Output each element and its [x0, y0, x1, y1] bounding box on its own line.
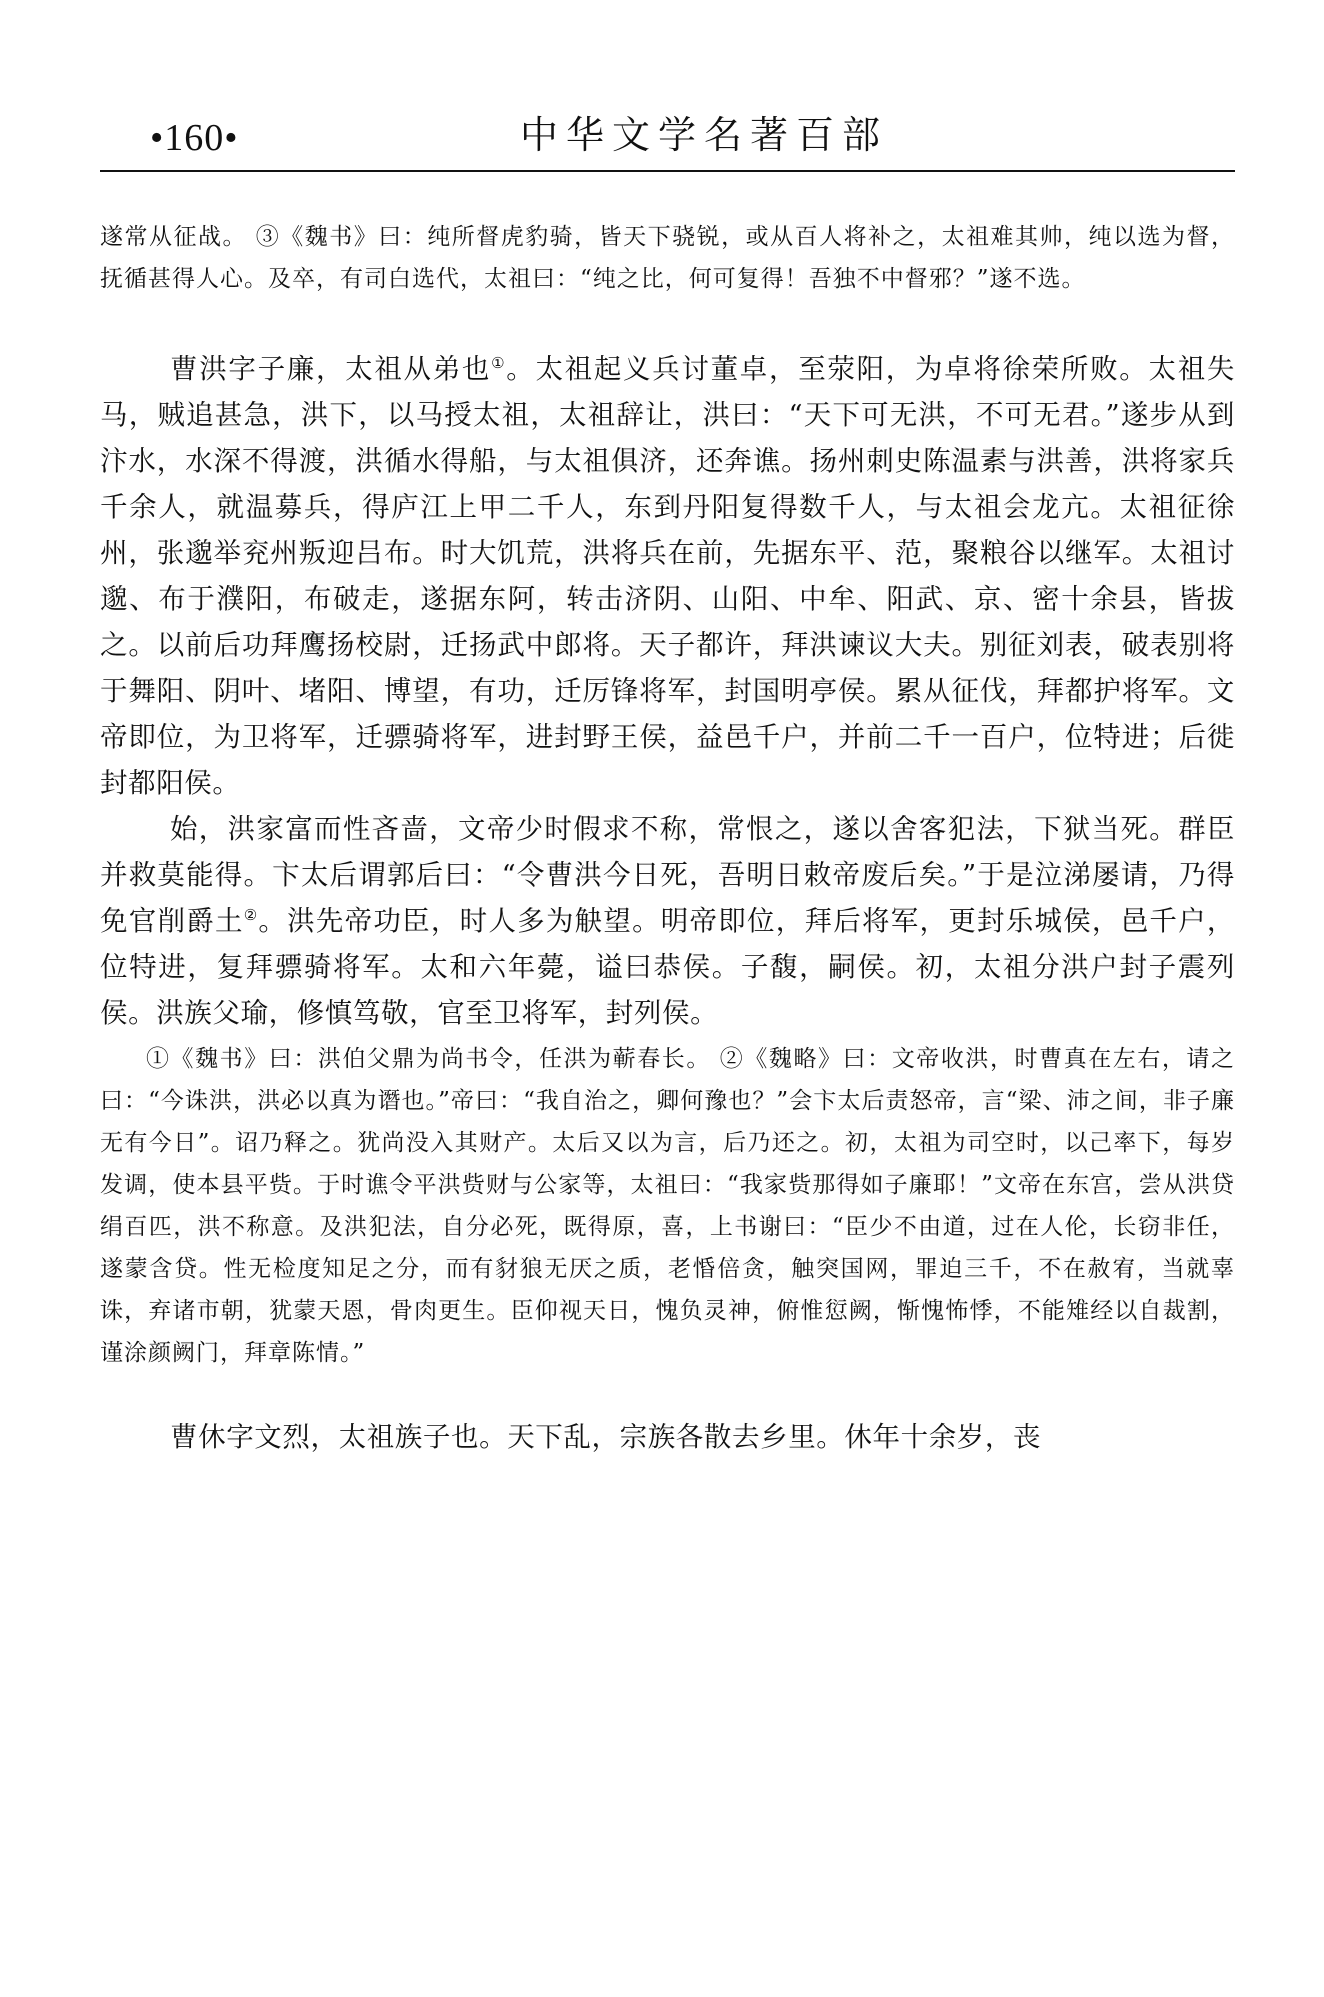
cao-hong-paragraph-1-text-b: 。太祖起义兵讨董卓，至荥阳，为卓将徐荣所败。太祖失马，贼追甚急，洪下，以马授太祖，太祖辞让，洪曰：“天下可无洪，不可无君。”遂步从到汴水，水深不得渡，洪循水得船，与太祖俱济，还奔谯。扬州刺史陈温素与洪善，洪将家兵千余人，就温募兵，得庐江上甲二千人，东到丹阳复得数千人，与太祖会龙亢。太祖征徐州，张邈举兖州叛迎吕布。时大饥荒，洪将兵在前，先据东平、范，聚粮谷以继军。太祖讨邈、布于濮阳，布破走，遂据东阿，转击济阴、山阳、中牟、阳武、京、密十余县，皆拔之。以前后功拜鹰扬校尉，迁扬武中郎将。天子都许，拜洪谏议大夫。别征刘表，破表别将于舞阳、阴叶、堵阳、博望，有功，迁厉锋将军，封国明亭侯。累从征伐，拜都护将军。文帝即位，为卫将军，迁骠骑将军，进封野王侯，益邑千户，并前二千一百户，位特进；后徙封都阳侯。 [100, 353, 1235, 799]
page-content [100, 216, 1235, 1460]
section-gap [100, 1374, 1235, 1414]
top-footnote: 遂常从征战。 ③《魏书》曰：纯所督虎豹骑，皆天下骁锐，或从百人将补之，太祖难其帅，纯以选为督，抚循甚得人心。及卒，有司白选代，太祖曰：“纯之比，何可复得！吾独不中督邪？”遂不选。 [100, 224, 1235, 292]
cao-hong-footnotes: ①《魏书》曰：洪伯父鼎为尚书令，任洪为蕲春长。 ②《魏略》曰：文帝收洪，时曹真在左右，请之曰：“今诛洪，洪必以真为谮也。”帝曰：“我自治之，卿何豫也？”会卞太后责怒帝，言“梁、沛之间，非子廉无有今日”。诏乃释之。犹尚没入其财产。太后又以为言，后乃还之。初，太祖为司空时，以己率下，每岁发调，使本县平赀。于时谯令平洪赀财与公家等，太祖曰：“我家赀那得如子廉耶！”文帝在东宫，尝从洪贷绢百匹，洪不称意。及洪犯法，自分必死，既得原，喜，上书谢曰：“臣少不由道，过在人伦，长窃非任，遂蒙含贷。性无检度知足之分，而有豺狼无厌之质，老惛倍贪，触突国网，罪迫三千，不在赦宥，当就辜诛，弃诸市朝，犹蒙天恩，骨肉更生。臣仰视天日，愧负灵神，俯惟愆阙，惭愧怖悸，不能雉经以自裁割，谨涂颜阙门，拜章陈情。” [100, 1046, 1235, 1366]
footnote-marker-2: ② [243, 905, 259, 924]
book-page [100, 0, 1235, 1997]
footnote-marker-1: ① [491, 353, 507, 372]
cao-xiu-paragraph-1: 曹休字文烈，太祖族子也。天下乱，宗族各散去乡里。休年十余岁，丧 [170, 1421, 1042, 1453]
cao-hong-paragraph-1-text-a: 曹洪字子廉，太祖从弟也 [170, 353, 492, 385]
header-rule [100, 170, 1235, 172]
page-header [100, 108, 1235, 168]
cao-hong-paragraph-2 [100, 806, 1235, 1036]
cao-hong-paragraph-1 [100, 346, 1235, 806]
page-number: •160• [150, 117, 239, 159]
cao-hong-paragraph-2-text-a: 始，洪家富而性吝啬，文帝少时假求不称，常恨之，遂以舍客犯法，下狱当死。群臣并救莫能得。卞太后谓郭后曰：“令曹洪今日死，吾明日敕帝废后矣。”于是泣涕屡请，乃得免官削爵土 [100, 813, 1235, 937]
cao-hong-paragraph-2-text-b: 。洪先帝功臣，时人多为觖望。明帝即位，拜后将军，更封乐城侯，邑千户，位特进，复拜骠骑将军。太和六年薨，谥曰恭侯。子馥，嗣侯。初，太祖分洪户封子震列侯。洪族父瑜，修慎笃敬，官至卫将军，封列侯。 [100, 905, 1235, 1029]
book-title: 中华文学名著百部 [520, 113, 889, 157]
section-gap [100, 300, 1235, 346]
